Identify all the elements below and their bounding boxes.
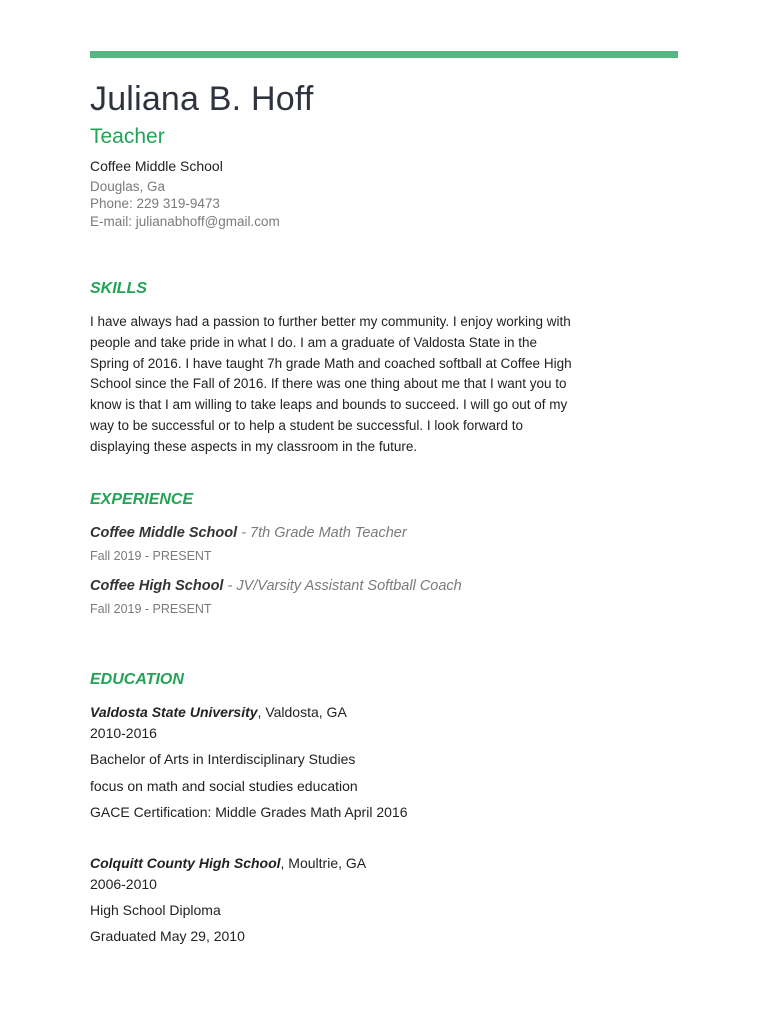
institution-location: , Valdosta, GA (257, 704, 347, 720)
employer: Coffee Middle School (90, 525, 238, 541)
email: E-mail: julianabhoff@gmail.com (90, 214, 280, 229)
education-years: 2006-2010 (90, 876, 157, 892)
employment-dates: Fall 2019 - PRESENT (90, 549, 212, 563)
institution-location: , Moultrie, GA (280, 855, 367, 871)
education-institution-line (90, 704, 347, 720)
header-accent-bar (90, 51, 678, 58)
experience-item (90, 525, 407, 541)
employment-dates: Fall 2019 - PRESENT (90, 602, 212, 616)
institution: Valdosta State University (90, 704, 258, 720)
employer: Coffee High School (90, 578, 224, 594)
position: - JV/Varsity Assistant Softball Coach (223, 578, 462, 594)
education-detail: Graduated May 29, 2010 (90, 928, 245, 944)
experience-item (90, 578, 462, 594)
education-heading: EDUCATION (90, 671, 184, 688)
location: Douglas, Ga (90, 179, 166, 194)
education-detail: focus on math and social studies education (90, 778, 358, 794)
skills-heading: SKILLS (90, 280, 147, 297)
skills-paragraph: I have always had a passion to further better my community. I enjoy working with people and take pride in what I do. I am a graduate of Valdosta State in the Spring of 2016. I have taught 7h grade Math and coached softball at Coffee High School since the Fall of 2016. If there was one thing about me that I want you to know is that I am willing to take leaps and bounds to succeed. I will go out of my way to be successful or to help a student be successful. I look forward to displaying these aspects in my classroom in the future. (90, 314, 572, 454)
education-detail: High School Diploma (90, 902, 221, 918)
institution: Colquitt County High School (90, 855, 281, 871)
candidate-name: Juliana B. Hoff (90, 80, 314, 118)
job-title: Teacher (90, 125, 165, 148)
phone: Phone: 229 319-9473 (90, 196, 220, 211)
education-years: 2010-2016 (90, 725, 157, 741)
education-institution-line (90, 855, 366, 871)
education-detail: Bachelor of Arts in Interdisciplinary Studies (90, 751, 356, 767)
education-detail: GACE Certification: Middle Grades Math April 2016 (90, 804, 408, 820)
current-school: Coffee Middle School (90, 158, 223, 174)
position: - 7th Grade Math Teacher (237, 525, 407, 541)
experience-heading: EXPERIENCE (90, 491, 194, 508)
